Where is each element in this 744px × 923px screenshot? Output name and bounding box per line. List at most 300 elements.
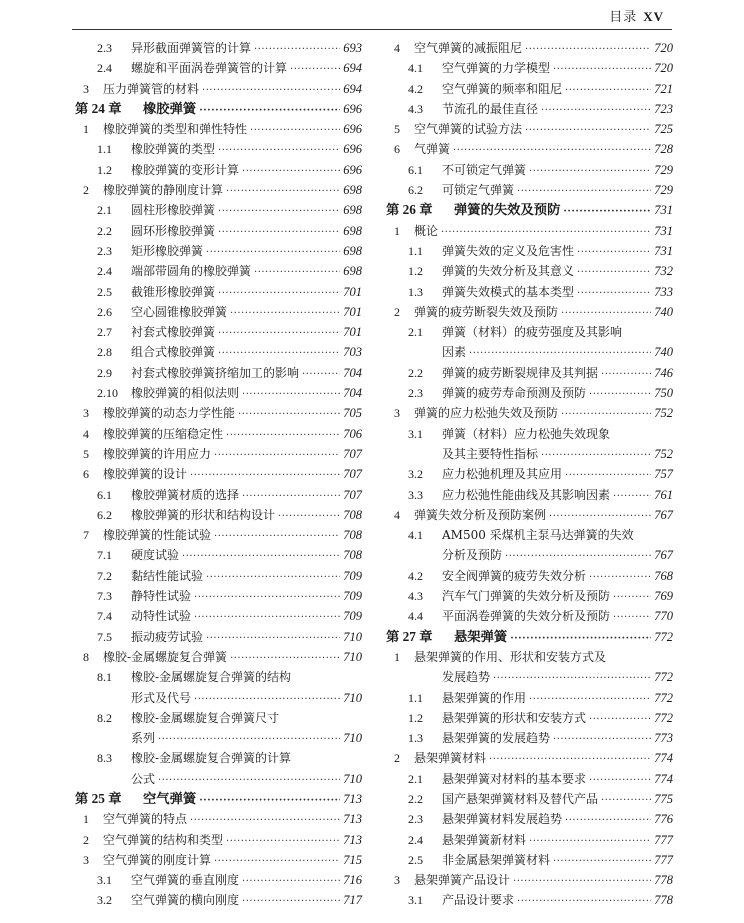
toc-entry-title: 衬套式橡胶弹簧: [131, 325, 216, 340]
toc-entry-title: 硬度试验: [131, 548, 180, 563]
toc-entry: [75, 667, 362, 687]
toc-leader-dots: [541, 101, 651, 121]
toc-entry-page: 698: [343, 223, 362, 238]
toc-entry-title: 弹簧的失效分析及其意义: [442, 264, 575, 279]
toc-leader-dots: [214, 527, 340, 547]
toc-leader-dots: [510, 629, 651, 649]
toc-entry-page: 740: [654, 345, 673, 360]
toc-entry-page: 698: [343, 264, 362, 279]
toc-entry-number: 2.1: [408, 771, 423, 786]
toc-leader-dots: [242, 487, 340, 507]
toc-entry-title: 空气弹簧: [143, 791, 197, 807]
toc-leader-dots: [158, 771, 340, 791]
toc-entry: [386, 545, 673, 565]
toc-entry: [75, 485, 362, 505]
toc-entry-page: 698: [343, 203, 362, 218]
toc-entry: [386, 38, 673, 58]
toc-entry: [386, 505, 673, 525]
toc-entry-title: 及其主要特性指标: [442, 446, 539, 461]
toc-entry: [75, 464, 362, 484]
toc-entry-page: 772: [654, 670, 673, 685]
toc-entry-title: 压力弹簧管的材料: [103, 81, 200, 96]
toc-entry-title: 悬架弹簧的作用: [442, 690, 527, 705]
toc-entry: [386, 728, 673, 748]
toc-entry-page: 710: [343, 629, 362, 644]
toc-entry: [386, 322, 673, 342]
toc-entry-page: 707: [343, 467, 362, 482]
toc-entry: [386, 870, 673, 890]
toc-entry-title: 弹簧失效模式的基本类型: [442, 284, 575, 299]
toc-entry-page: 723: [654, 101, 673, 116]
toc-entry: [75, 403, 362, 423]
toc-leader-dots: [214, 446, 340, 466]
toc-leader-dots: [565, 466, 651, 486]
toc-chapter-entry: [75, 789, 362, 809]
toc-entry-page: 708: [343, 507, 362, 522]
toc-entry-number: 3.1: [408, 893, 423, 908]
running-head-label: 目录: [609, 10, 638, 25]
toc-leader-dots: [226, 832, 340, 852]
toc-entry-number: 1.1: [97, 142, 112, 157]
toc-entry-page: 709: [343, 568, 362, 583]
toc-entry-number: 6.1: [97, 487, 112, 502]
toc-leader-dots: [553, 852, 651, 872]
toc-entry-page: 720: [654, 41, 673, 55]
toc-leader-dots: [489, 750, 651, 770]
toc-entry-page: 740: [654, 304, 673, 319]
toc-entry: [75, 809, 362, 829]
toc-entry-number: 2: [394, 751, 400, 766]
toc-entry-page: 775: [654, 791, 673, 806]
toc-entry-number: 6.2: [97, 507, 112, 522]
toc-entry-title: 截锥形橡胶弹簧: [131, 284, 216, 299]
toc-leader-dots: [254, 40, 340, 60]
toc-entry-page: 772: [654, 690, 673, 705]
toc-leader-dots: [517, 182, 651, 202]
toc-leader-dots: [202, 81, 340, 101]
toc-entry-page: 701: [343, 304, 362, 319]
toc-leader-dots: [529, 162, 651, 182]
toc-entry: [386, 850, 673, 870]
toc-entry-title: 悬架弹簧材料: [414, 751, 487, 766]
toc-entry-page: 707: [343, 446, 362, 461]
toc-entry-number: 3: [394, 406, 400, 421]
toc-entry-number: 2.5: [97, 284, 112, 299]
toc-entry-title: 弹簧的疲劳断裂失效及预防: [414, 304, 559, 319]
toc-entry: [75, 870, 362, 890]
toc-entry-number: 2: [394, 304, 400, 319]
toc-entry-title: 气弹簧: [414, 142, 451, 157]
toc-entry: [75, 282, 362, 302]
toc-entry-page: 710: [343, 690, 362, 705]
toc-entry-number: 8: [83, 649, 89, 664]
toc-entry: [386, 119, 673, 139]
toc-leader-dots: [561, 304, 651, 324]
toc-entry-title: 弹簧失效分析及预防案例: [414, 507, 547, 522]
toc-entry-number: 2.1: [408, 325, 423, 340]
toc-leader-dots: [206, 568, 340, 588]
toc-entry: [75, 748, 362, 768]
toc-entry: [75, 322, 362, 342]
toc-entry: [386, 363, 673, 383]
toc-entry-number: 3.1: [97, 873, 112, 888]
toc-entry-title: 橡胶弹簧: [143, 101, 197, 117]
toc-entry-page: 710: [343, 649, 362, 664]
toc-entry-page: 694: [343, 61, 362, 76]
toc-entry-title: 异形截面弹簧管的计算: [131, 41, 252, 55]
toc-entry-title: 悬架弹簧产品设计: [414, 873, 511, 888]
toc-leader-dots: [565, 81, 651, 101]
toc-leader-dots: [190, 811, 340, 831]
toc-leader-dots: [194, 588, 340, 608]
toc-entry-page: 772: [654, 710, 673, 725]
toc-entry-number: 5: [83, 446, 89, 461]
toc-entry: [75, 890, 362, 910]
toc-entry-number: 7.2: [97, 568, 112, 583]
toc-leader-dots: [218, 223, 340, 243]
toc-entry: [75, 444, 362, 464]
toc-leader-dots: [493, 669, 651, 689]
toc-entry-title: 空气弹簧的结构和类型: [103, 832, 224, 847]
running-head-page-number: XV: [643, 9, 664, 24]
toc-entry: [386, 221, 673, 241]
toc-leader-dots: [589, 568, 651, 588]
toc-entry-title: 悬架弹簧对材料的基本要求: [442, 771, 587, 786]
toc-entry-page: 709: [343, 609, 362, 624]
toc-entry: [386, 79, 673, 99]
toc-leader-dots: [302, 365, 340, 385]
toc-entry-number: 5: [394, 122, 400, 137]
toc-entry-number: 2.7: [97, 325, 112, 340]
toc-entry-title: 橡胶弹簧的形状和结构设计: [131, 507, 276, 522]
toc-entry-title: 橡胶弹簧的压缩稳定性: [103, 426, 224, 441]
toc-entry-title: 空气弹簧的试验方法: [414, 122, 523, 137]
toc-entry-title: 悬架弹簧的发展趋势: [442, 731, 551, 746]
toc-entry-page: 769: [654, 589, 673, 604]
toc-entry: [75, 241, 362, 261]
toc-entry-page: 774: [654, 751, 673, 766]
toc-entry-number: 1: [83, 812, 89, 827]
toc-entry: [386, 464, 673, 484]
toc-entry-title: 因素: [442, 345, 467, 360]
toc-entry-number: 3: [83, 406, 89, 421]
toc-leader-dots: [601, 365, 651, 385]
toc-entry-number: 4: [394, 507, 400, 522]
toc-entry-page: 709: [343, 589, 362, 604]
toc-entry-number: 4.1: [408, 61, 423, 76]
toc-entry-number: 2.3: [408, 386, 423, 401]
toc-chapter-entry: [75, 99, 362, 119]
toc-entry-number: 1.3: [408, 731, 423, 746]
toc-entry-number: 8.1: [97, 670, 112, 685]
toc-entry-number: 4: [394, 41, 400, 55]
toc-entry-title: 弹簧失效的定义及危害性: [442, 243, 575, 258]
toc-entry: [386, 160, 673, 180]
toc-leader-dots: [513, 872, 651, 892]
toc-entry-number: 2.5: [408, 852, 423, 867]
toc-entry-title: 悬架弹簧的作用、形状和安装方式及: [414, 649, 607, 664]
toc-entry: [75, 221, 362, 241]
toc-leader-dots: [563, 202, 651, 222]
toc-entry-page: 776: [654, 812, 673, 827]
toc-entry: [75, 647, 362, 667]
toc-entry-number: 1: [83, 122, 89, 137]
toc-entry-title: 端部带圆角的橡胶弹簧: [131, 264, 252, 279]
toc-entry: [386, 403, 673, 423]
toc-entry-page: 701: [343, 325, 362, 340]
toc-leader-dots: [589, 771, 651, 791]
toc-entry-page: 713: [343, 791, 362, 806]
toc-entry: [75, 342, 362, 362]
toc-entry-number: 2.1: [97, 203, 112, 218]
toc-entry-title: 橡胶-金属螺旋复合弹簧的计算: [131, 751, 292, 766]
toc-entry-number: 2.2: [97, 223, 112, 238]
toc-leader-dots: [577, 263, 651, 283]
toc-entry-number: 4: [83, 426, 89, 441]
toc-entry: [75, 586, 362, 606]
header-rule: [72, 29, 672, 30]
toc-entry-title: 矩形橡胶弹簧: [131, 243, 204, 258]
toc-entry-number: 1.2: [97, 162, 112, 177]
toc-entry-title: 橡胶-金属螺旋复合弹簧: [103, 649, 228, 664]
toc-entry-title: 橡胶弹簧的许用应力: [103, 446, 212, 461]
toc-entry-title: 弹簧的应力松弛失效及预防: [414, 406, 559, 421]
toc-entry-number: 2.9: [97, 365, 112, 380]
toc-entry-title: 橡胶弹簧的设计: [103, 467, 188, 482]
toc-entry-title: 应力松弛性能曲线及其影响因素: [442, 487, 611, 502]
toc-leader-dots: [214, 852, 340, 872]
toc-entry: [386, 58, 673, 78]
toc-entry-title: 概论: [414, 223, 439, 238]
toc-leader-dots: [226, 182, 340, 202]
toc-leader-dots: [199, 101, 340, 121]
toc-entry-title: 橡胶弹簧的类型和弹性特性: [103, 122, 248, 137]
toc-leader-dots: [290, 60, 340, 80]
toc-leader-dots: [218, 202, 340, 222]
toc-entry-title: 发展趋势: [442, 670, 491, 685]
toc-entry: [386, 789, 673, 809]
toc-leader-dots: [613, 588, 651, 608]
toc-entry-title: 橡胶弹簧的变形计算: [131, 162, 240, 177]
toc-entry-page: 713: [343, 832, 362, 847]
toc-column-right: [386, 38, 673, 911]
toc-entry-number: 1.2: [408, 264, 423, 279]
toc-entry-title: 可锁定气弹簧: [442, 183, 515, 198]
toc-entry-title: 形式及代号: [131, 690, 192, 705]
toc-entry-page: 761: [654, 487, 673, 502]
toc-entry: [75, 769, 362, 789]
toc-entry-title: 组合式橡胶弹簧: [131, 345, 216, 360]
toc-entry: [386, 525, 673, 545]
toc-entry-title: 螺旋和平面涡卷弹簧管的计算: [131, 61, 288, 76]
toc-entry-page: 705: [343, 406, 362, 421]
running-head: [609, 6, 664, 25]
toc-leader-dots: [218, 284, 340, 304]
toc-entry-page: 770: [654, 609, 673, 624]
toc-entry-number: 2.2: [408, 365, 423, 380]
toc-leader-dots: [218, 344, 340, 364]
toc-entry-page: 704: [343, 365, 362, 380]
toc-entry-number: 第 25 章: [75, 790, 122, 806]
toc-entry: [75, 688, 362, 708]
toc-entry: [386, 688, 673, 708]
toc-entry-number: 8.3: [97, 751, 112, 766]
toc-entry-title: 空气弹簧的特点: [103, 812, 188, 827]
toc-entry-title: 弹簧的失效及预防: [454, 203, 561, 219]
toc-entry-title: 分析及预防: [442, 548, 503, 563]
toc-entry-title: 黏结性能试验: [131, 568, 204, 583]
toc-entry: [75, 606, 362, 626]
toc-entry-page: 696: [343, 162, 362, 177]
toc-chapter-entry: [386, 627, 673, 647]
toc-entry-title: 橡胶弹簧的相似法则: [131, 386, 240, 401]
toc-leader-dots: [529, 690, 651, 710]
toc-entry-page: 733: [654, 284, 673, 299]
toc-leader-dots: [242, 872, 340, 892]
toc-leader-dots: [242, 385, 340, 405]
toc-entry-number: 6: [83, 467, 89, 482]
toc-entry-title: 橡胶弹簧的动态力学性能: [103, 406, 236, 421]
toc-entry: [75, 383, 362, 403]
toc-entry-page: 731: [654, 203, 673, 218]
toc-entry: [386, 809, 673, 829]
toc-entry: [75, 363, 362, 383]
toc-leader-dots: [529, 832, 651, 852]
toc-leader-dots: [199, 791, 340, 811]
toc-entry: [75, 160, 362, 180]
toc-entry-page: 777: [654, 852, 673, 867]
toc-entry-page: 696: [343, 122, 362, 137]
toc-entry-number: 8.2: [97, 710, 112, 725]
toc-leader-dots: [206, 629, 340, 649]
toc-entry-title: 振动疲劳试验: [131, 629, 204, 644]
toc-leader-dots: [242, 162, 340, 182]
toc-entry-number: 2.3: [97, 243, 112, 258]
toc-entry-number: 第 24 章: [75, 100, 122, 116]
toc-entry: [75, 180, 362, 200]
toc-entry-number: 2.6: [97, 304, 112, 319]
toc-leader-dots: [190, 466, 340, 486]
toc-entry-title: 悬架弹簧新材料: [442, 832, 527, 847]
toc-leader-dots: [565, 811, 651, 831]
toc-entry-title: 节流孔的最佳直径: [442, 101, 539, 116]
toc-entry-page: 767: [654, 548, 673, 563]
toc-entry-number: 6.2: [408, 183, 423, 198]
toc-entry: [386, 383, 673, 403]
toc-entry-page: 767: [654, 507, 673, 522]
toc-entry-number: 7.3: [97, 589, 112, 604]
toc-entry-page: 693: [343, 41, 362, 55]
toc-entry-number: 4.2: [408, 568, 423, 583]
toc-entry-page: 778: [654, 873, 673, 888]
toc-entry: [75, 200, 362, 220]
toc-entry-page: 698: [343, 183, 362, 198]
toc-entry-number: 7: [83, 528, 89, 543]
toc-leader-dots: [553, 60, 651, 80]
toc-entry-number: 3.1: [408, 426, 423, 441]
toc-entry-number: 2.10: [97, 386, 118, 401]
toc-entry-title: 圆柱形橡胶弹簧: [131, 203, 216, 218]
page-header: [0, 0, 744, 28]
toc-leader-dots: [553, 730, 651, 750]
toc-entry-title: 橡胶弹簧的性能试验: [103, 528, 212, 543]
toc-entry: [75, 505, 362, 525]
toc-entry-number: 3: [83, 852, 89, 867]
toc-entry: [386, 830, 673, 850]
toc-leader-dots: [182, 547, 340, 567]
toc-entry: [75, 566, 362, 586]
toc-entry-number: 4.3: [408, 101, 423, 116]
toc-entry: [386, 139, 673, 159]
toc-leader-dots: [230, 304, 340, 324]
toc-entry: [386, 647, 673, 667]
toc-entry-page: 752: [654, 406, 673, 421]
toc-entry-page: 731: [654, 243, 673, 258]
toc-entry-title: 圆环形橡胶弹簧: [131, 223, 216, 238]
toc-entry-number: 3: [83, 81, 89, 96]
toc-entry-number: 2.4: [97, 61, 112, 76]
toc-leader-dots: [441, 223, 651, 243]
toc-entry-title: 不可锁定气弹簧: [442, 162, 527, 177]
toc-entry: [386, 485, 673, 505]
toc-entry-number: 6.1: [408, 162, 423, 177]
toc-entry-number: 4.2: [408, 81, 423, 96]
toc-leader-dots: [158, 730, 340, 750]
toc-entry-number: 7.1: [97, 548, 112, 563]
toc-entry-number: 4.1: [408, 528, 423, 543]
toc-entry: [75, 38, 362, 58]
toc-entry-number: 4.4: [408, 609, 423, 624]
toc-entry-title: 平面涡卷弹簧的失效分析及预防: [442, 609, 611, 624]
toc-leader-dots: [250, 121, 340, 141]
toc-entry-title: 衬套式橡胶弹簧挤缩加工的影响: [131, 365, 300, 380]
toc-leader-dots: [613, 487, 651, 507]
toc-entry-title: 橡胶-金属螺旋复合弹簧尺寸: [131, 710, 280, 725]
toc-entry-title: 空气弹簧的频率和阻尼: [442, 81, 563, 96]
toc-entry: [75, 58, 362, 78]
toc-entry-number: 第 27 章: [386, 628, 433, 644]
toc-entry-page: 750: [654, 386, 673, 401]
toc-entry-page: 713: [343, 812, 362, 827]
toc-entry-number: 3: [394, 873, 400, 888]
toc-entry-number: 2.4: [408, 832, 423, 847]
toc-leader-dots: [194, 608, 340, 628]
toc-entry-title: 空心圆锥橡胶弹簧: [131, 304, 228, 319]
toc-entry-title: 国产悬架弹簧材料及替代产品: [442, 791, 599, 806]
toc-leader-dots: [613, 608, 651, 628]
toc-entry-page: 746: [654, 365, 673, 380]
toc-entry: [75, 424, 362, 444]
toc-entry-title: 橡胶-金属螺旋复合弹簧的结构: [131, 670, 292, 685]
toc-entry-number: 1: [394, 223, 400, 238]
toc-column-left: [75, 38, 362, 911]
toc-leader-dots: [218, 141, 340, 161]
toc-entry-title: 非金属悬架弹簧材料: [442, 852, 551, 867]
toc-leader-dots: [541, 446, 651, 466]
toc-entry-title: 悬架弹簧的形状和安装方式: [442, 710, 587, 725]
toc-entry: [386, 99, 673, 119]
toc-entry-page: 717: [343, 893, 362, 908]
toc-entry-title: 弹簧（材料）应力松弛失效现象: [442, 426, 611, 441]
toc-entry-title: 悬架弹簧: [454, 629, 508, 645]
toc-entry-page: 708: [343, 548, 362, 563]
toc-entry-title: 空气弹簧的横向刚度: [131, 893, 240, 908]
toc-entry-number: 1.1: [408, 690, 423, 705]
toc-entry-number: 2.3: [408, 812, 423, 827]
toc-entry-title: 静特性试验: [131, 589, 192, 604]
toc-entry: [75, 627, 362, 647]
toc-entry-title: 空气弹簧的减振阻尼: [414, 41, 523, 55]
